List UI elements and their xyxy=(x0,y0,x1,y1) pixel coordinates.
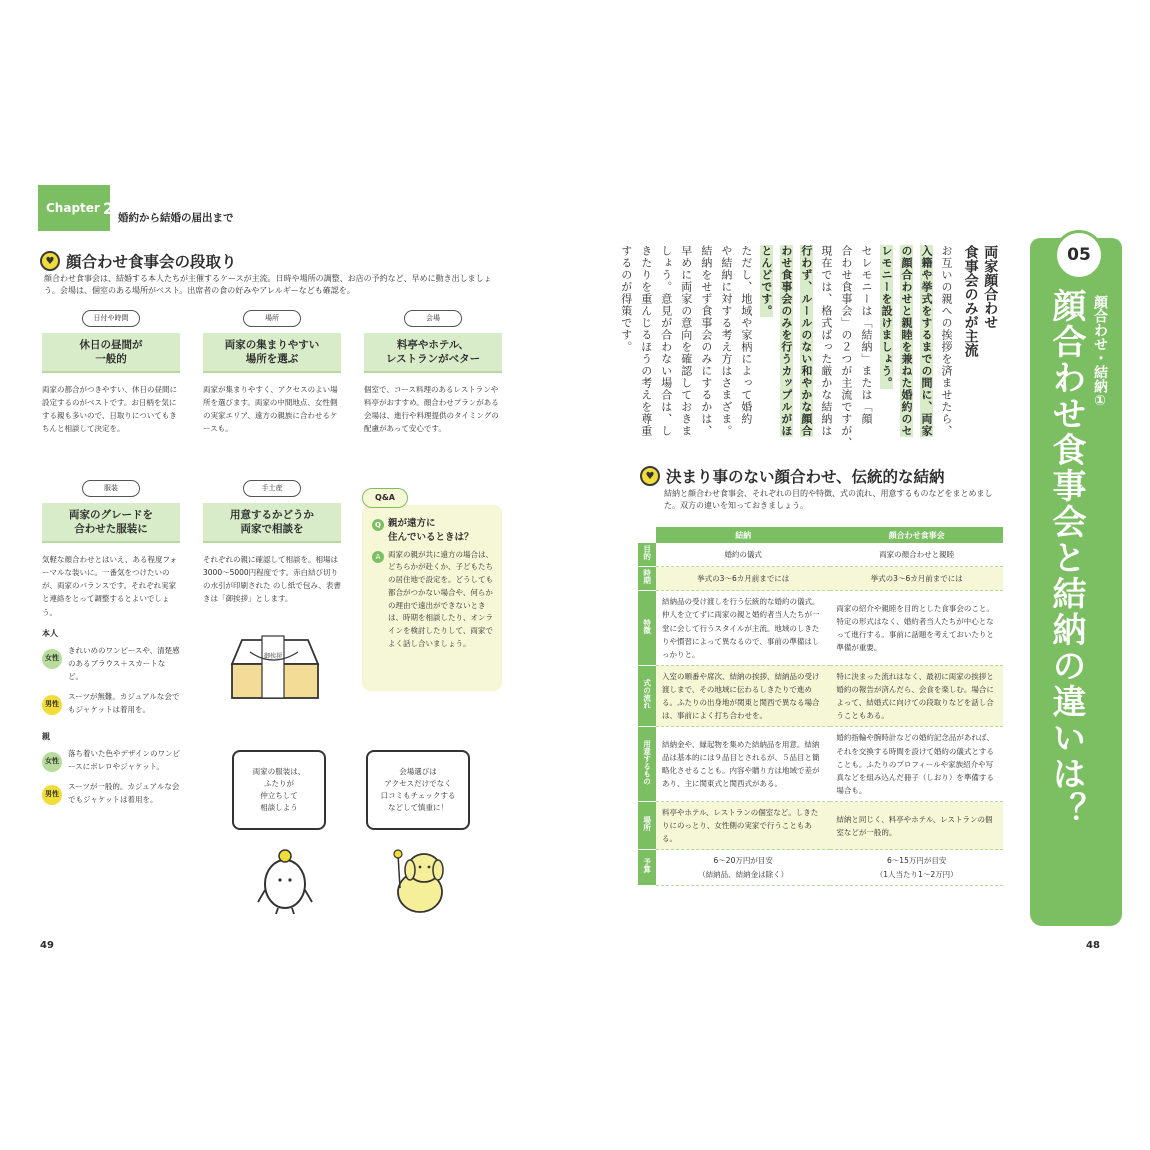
page-number-right: 48 xyxy=(1086,940,1100,951)
heart-icon: ♥ xyxy=(640,466,660,486)
table-cell: 6～15万円が目安 （1人当たり1～2万円） xyxy=(830,850,1003,885)
page-number-left: 49 xyxy=(40,940,54,951)
card-title: 用意するかどうか 両家で相談を xyxy=(203,503,341,543)
question-badge: Q xyxy=(372,519,384,531)
table-cell: 挙式の3～6カ月前までには xyxy=(656,567,830,591)
table-row xyxy=(638,591,1003,666)
dog-illustration xyxy=(384,848,456,918)
oya-label: 親 xyxy=(42,731,50,741)
qa-answer xyxy=(372,549,494,651)
attire-text: きれいめのワンピースや、清楚感のあるブラウス＋スカートなど。 xyxy=(68,646,180,681)
table-cell: 特に決まった流れはなく、最初に両家の挨拶と婚約の報告が済んだら、会食を楽しむ。場合によって、結婚式に向けての段取りなどを話し合うこともある。 xyxy=(830,665,1003,727)
section-description: 結納と顔合わせ食事会、それぞれの目的や特徴、式の流れ、用意するものなどをまとめました。双方の違いを知っておきましょう。 xyxy=(664,489,993,511)
section-heading-right xyxy=(640,465,945,487)
card-place xyxy=(203,310,341,436)
table-cell: 料亭やホテル、レストランの個室など。しきたりにのっとり、女性側の実家で行うこともある。 xyxy=(656,802,830,850)
card-body: それぞれの親に確認して相談を。相場は3000～5000円程度です。赤白結び切りの水引が印刷された のし紙で包み、表書きは「御挨拶」とします。 xyxy=(203,555,341,604)
card-tag: 会場 xyxy=(404,310,462,327)
qa-tag: Q&A xyxy=(362,488,408,508)
attire-row xyxy=(42,781,180,807)
row-header: 目的 xyxy=(638,543,656,567)
honnin-label: 本人 xyxy=(42,629,58,638)
row-header: 時期 xyxy=(638,567,656,591)
comparison-table xyxy=(638,527,1003,886)
table-row xyxy=(638,665,1003,727)
card-tag: 日付や時間 xyxy=(82,310,140,327)
table-cell: 両家の顔合わせと親睦 xyxy=(830,543,1003,567)
speech-bubble: 会場選びは アクセスだけでなく 口コミもチェックする などして慎重に！ xyxy=(366,750,470,830)
table-cell: 結納品の受け渡しを行う伝統的な婚約の儀式。仲人を立てずに両家の親と婚約者当人たちが一堂に会して行うスタイルが主流。地域のしきたりや慣習によって異なるので、事前の準備はしっかりと。 xyxy=(656,591,830,666)
answer-badge: A xyxy=(372,551,384,563)
qa-question xyxy=(372,517,494,545)
row-header: 場所 xyxy=(638,802,656,850)
table-row xyxy=(638,543,1003,567)
female-badge: 女性 xyxy=(42,649,62,669)
table-header-row xyxy=(638,527,1003,543)
attire-text: スーツが一般的。カジュアルな会でもジャケットは着用を。 xyxy=(68,782,180,804)
card-title: 両家のグレードを 合わせた服装に xyxy=(42,503,180,543)
qa-box xyxy=(362,505,502,691)
card-title: 料亭やホテル、 レストランがベター xyxy=(364,333,502,373)
heart-icon: ♥ xyxy=(40,251,60,271)
card-venue xyxy=(364,310,502,436)
vertical-body: お互いの親への挨拶を済ませたら、 入籍や挙式をするまでの間に、両家 の顔合わせと親睦を兼ねた婚約のセ レモニーを設けましょう。 セレモニーは「結納」または「顔 合わせ食事会」の２つが主流ですが、 現在では、格式ばった厳かな結納は 行わず、ルールのない和やかな顔合 わせ食事会のみを行うカップルがほ とんどです。 ただし、地域や家柄によって婚約 や結納に対する考え方はさまざま。 結納をせず食事会のみにするかは、 早めに両家の意向を確認しておきま しょう。意見が合わない場合は、し きたりを重んじるほうの考えを尊重 するのが得策です。 xyxy=(619,245,953,449)
card-gift xyxy=(203,480,341,606)
table-cell: 結納と同じく、料亭やホテル、レストランの個室などが一般的。 xyxy=(830,802,1003,850)
section-title: 決まり事のない顔合わせ、伝統的な結納 xyxy=(666,468,945,486)
card-tag: 手土産 xyxy=(243,480,301,497)
table-cell: 6～20万円が目安 （結納品、結納金は除く） xyxy=(656,850,830,885)
lesson-title: 顔合わせ食事会と結納の違いは？ xyxy=(1046,288,1086,828)
attire-text: スーツが無難。カジュアルな会でもジャケットは着用を。 xyxy=(68,692,180,714)
row-header: 用意するもの xyxy=(638,727,656,802)
male-badge: 男性 xyxy=(42,695,62,715)
card-title: 休日の昼間が 一般的 xyxy=(42,333,180,373)
male-badge: 男性 xyxy=(42,785,62,805)
column-header: 結納 xyxy=(656,527,830,543)
lesson-number-badge: 05 xyxy=(1054,230,1104,280)
card-body: 気軽な顔合わせとはいえ、ある程度フォーマルな装いに。一番気をつけたいのが、両家のバランスです。それぞれ実家と連絡をとって調整するとよいでしょう。 xyxy=(42,555,178,617)
table-row xyxy=(638,802,1003,850)
attire-row xyxy=(42,691,180,717)
table-cell: 結納金や、縁起物を集めた結納品を用意。結納品は基本的には９品目とされるが、５品目と簡略化させることも。内容や贈り方は地域で差があり、主に関東式と関西式がある。 xyxy=(656,727,830,802)
card-attire xyxy=(42,480,180,619)
lesson-subtitle: 顔合わせ・結納① xyxy=(1092,295,1108,409)
row-header: 特徴 xyxy=(638,591,656,666)
section-heading-left xyxy=(40,250,237,272)
card-date-time xyxy=(42,310,180,436)
table-cell: 婚約指輪や腕時計などの婚約記念品があれば、それを交換する時間を設けて婚約の儀式とすることも。ふたりのプロフィールや家族紹介や写真などを組み込んだ冊子（しおり）を準備する場合も。 xyxy=(830,727,1003,802)
card-body: 両家の都合がつきやすい、休日の昼間に設定するのがベストです。お日柄を気にする親も多いので、日取りについてもきちんと相談して決定を。 xyxy=(42,385,177,434)
attire-row xyxy=(42,645,180,683)
gift-box-illustration xyxy=(228,628,320,702)
section-title: 顔合わせ食事会の段取り xyxy=(66,253,237,271)
gift-label: 御挨拶 xyxy=(263,653,283,660)
table-cell: 挙式の3～6カ月前までには xyxy=(830,567,1003,591)
chapter-tab-label: Chapter xyxy=(46,201,100,215)
table-cell: 両家の紹介や親睦を目的とした食事会のこと。特定の形式はなく、婚約者当人たちが中心となって進行する。事前に話題を考えておいたりと準備が重要。 xyxy=(830,591,1003,666)
chapter-title: 婚約から結婚の届出まで xyxy=(118,212,234,224)
table-cell: 婚約の儀式 xyxy=(656,543,830,567)
row-header: 予算 xyxy=(638,850,656,885)
attire-row xyxy=(42,748,180,774)
attire-text: 落ち着いた色やデザインのワンピースにボレロやジャケット。 xyxy=(68,748,180,771)
card-title: 両家の集まりやすい 場所を選ぶ xyxy=(203,333,341,373)
female-badge: 女性 xyxy=(42,752,62,772)
card-body: 個室で、コース料理のあるレストランや料亭がおすすめ。顔合わせプランがある会場は、進行や料理提供のタイミングの配慮があって安心です。 xyxy=(364,385,499,434)
table-corner xyxy=(638,527,656,543)
card-body: 両家が集まりやすく、アクセスのよい場所を選びます。両家の中間地点、女性側の実家エリア、遠方の親族に合わせるケースも。 xyxy=(203,385,338,434)
table-row xyxy=(638,567,1003,591)
column-header: 顔合わせ食事会 xyxy=(830,527,1003,543)
character-illustration xyxy=(256,846,316,916)
vertical-heading: 両家顔合わせ 食事会のみが主流 xyxy=(962,245,999,357)
qa-answer-text: 両家の親が共に遠方の場合は、どちらかが赴くか、子どもたちの居住地で設定を。どうしても都合がつかない場合や、何らかの理由で遠出ができないときは、時期を相談したり、オンラインを検討したりして、両家でよく話し合いましょう。 xyxy=(388,549,493,648)
table-cell: 入室の順番や席次、結納の挨拶、結納品の受け渡しまで、その地域に伝わるしきたりで進める。ふたりの出身地が関東と関西で異なる場合は、事前によく打ち合わせを。 xyxy=(656,665,830,727)
speech-bubble: 両家の服装は、 ふたりが 仲立ちして 相談しよう xyxy=(232,750,326,830)
attire-detail xyxy=(42,628,180,807)
table-row xyxy=(638,850,1003,885)
chapter-tab xyxy=(38,185,114,231)
qa-question-text: 親が遠方に 住んでいるときは？ xyxy=(388,518,474,543)
table-row xyxy=(638,727,1003,802)
card-tag: 場所 xyxy=(243,310,301,327)
row-header: 式の流れ xyxy=(638,665,656,727)
chapter-tab-number: 2 xyxy=(102,198,114,218)
section-description: 顔合わせ食事会は、結婚する本人たちが主催するケースが主流。日時や場所の調整、お店の予約など、早めに動き出しましょう。会場は、個室のある場所がベスト。出席者の食の好みやアレルギーなども確認を。 xyxy=(44,274,492,296)
card-tag: 服装 xyxy=(82,480,140,497)
